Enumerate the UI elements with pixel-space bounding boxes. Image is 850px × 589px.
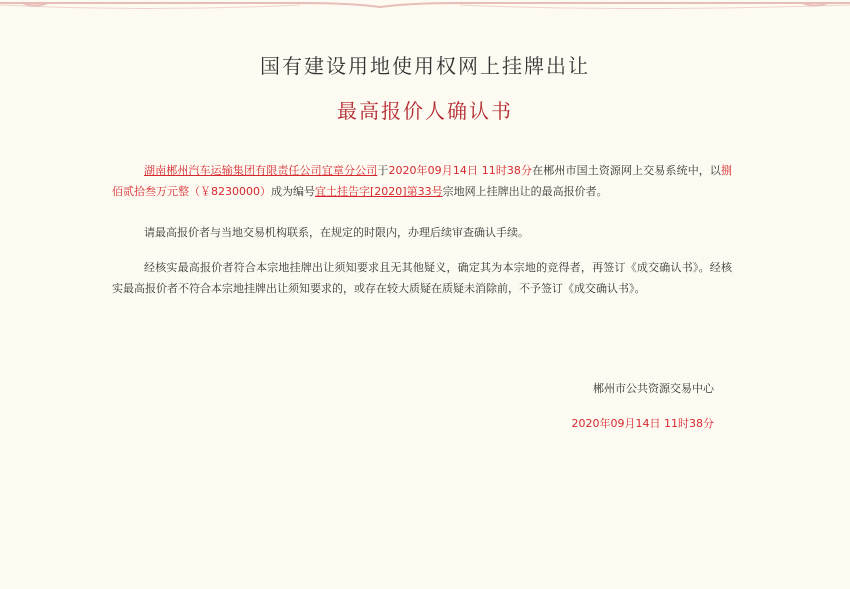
text-segment: 宗地网上挂牌出让的最高报价者。 (442, 185, 608, 198)
text-segment: 于 (377, 164, 389, 177)
document-subtitle: 最高报价人确认书 (337, 99, 513, 123)
verification-paragraph: 经核实最高报价者符合本宗地挂牌出让须知要求且无其他疑义，确定其为本宗地的竞得者，再签订《成交确认书》。经核实最高报价者不符合本宗地挂牌出让须知要求的，或存在较大质疑在质疑未消除前，不予签订《成交确认书》。 (112, 261, 732, 295)
winning-bid-paragraph (112, 160, 732, 202)
issuer-name: 郴州市公共资源交易中心 (593, 382, 714, 395)
bidder-company-link[interactable]: 湖南郴州汽车运输集团有限责任公司宜章分公司 (144, 164, 378, 177)
text-segment: 在郴州市国土资源网上交易系统中，以 (532, 164, 722, 177)
bid-price: 捌佰贰拾叁万元整（￥8230000） (112, 164, 733, 198)
issue-date: 2020年09月14日 11时38分 (571, 417, 714, 430)
page-title: 国有建设用地使用权网上挂牌出让 (260, 54, 590, 78)
contact-instructions-paragraph: 请最高报价者与当地交易机构联系，在规定的时限内，办理后续审查确认手续。 (144, 226, 529, 239)
bid-datetime: 2020年09月14日 11时38分 (388, 164, 533, 177)
text-segment: 成为编号 (271, 185, 315, 198)
parcel-id-link[interactable]: 宜土挂告字[2020]第33号 (315, 185, 443, 198)
